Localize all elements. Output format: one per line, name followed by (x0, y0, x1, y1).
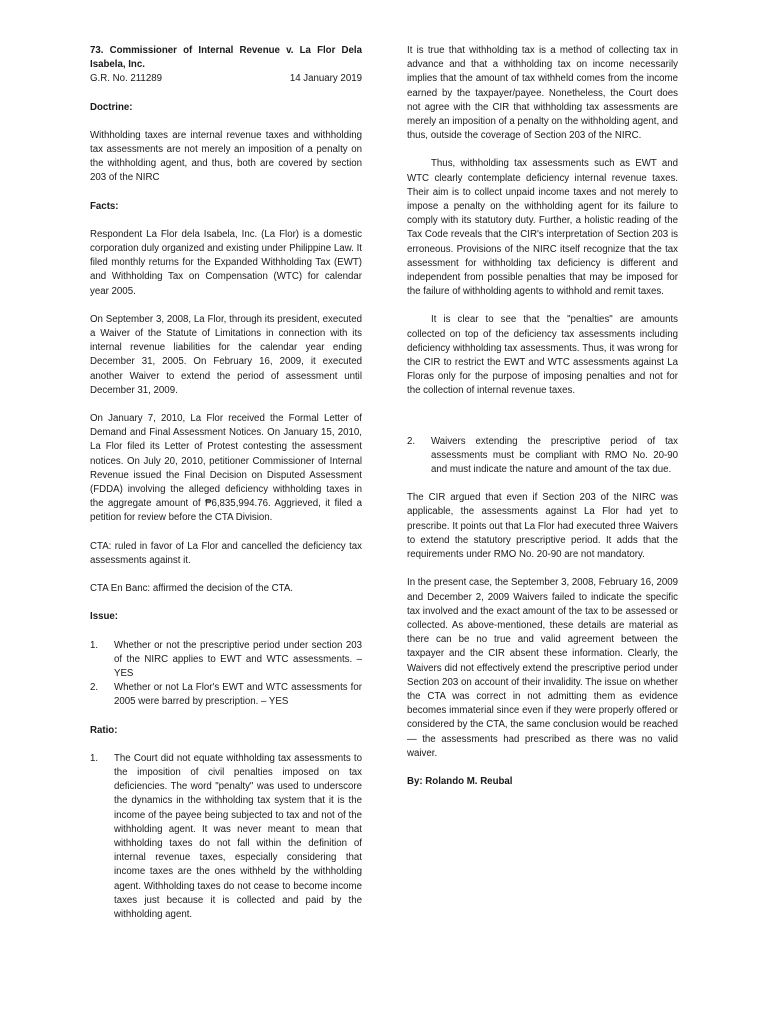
cta-ruling: CTA: ruled in favor of La Flor and cancelled the deficiency tax assessments against it. (90, 540, 362, 566)
issue-number: 2. (90, 682, 99, 694)
issue-number: 1. (90, 639, 99, 651)
ratio-item (407, 435, 678, 478)
ratio-item (90, 752, 362, 922)
ratio-paragraph: In the present case, the September 3, 2008, February 16, 2009 and December 2, 2009 Waivers failed to indicate the specific tax involved and the exact amount of the tax to be assessed or collected. As above-mentioned, these details are material as there can be no true and valid agreement between the taxpayer and the CIR absent these information. Clearly, the Waivers did not effectively extend the prescriptive period under Section 203 on account of their invalidity. The issue on whether the CTA was correct in not admitting them as evidence becomes immaterial since even if they were properly offered or considered by the CTA, the same conclusion would be reached — the assessments had prescribed as there was no valid waiver. (407, 577, 678, 759)
ratio-paragraph: The CIR argued that even if Section 203 of the NIRC was applicable, the assessments against La Flor had yet to prescribe. It points out that La Flor had executed three Waivers to extend the statutory prescriptive period. It adds that the requirements under RMO No. 20-90 are not mandatory. (407, 492, 678, 561)
ratio-paragraph: It is true that withholding tax is a method of collecting tax in advance and that a withholding tax on income necessarily implies that the amount of tax withheld comes from the income earned by the taxpayer/payee. Nonetheless, the Court does not agree with the CIR that withholding tax assessments are merely an imposition of a penalty on the withholding agent, and thus, outside the coverage of Section 203 of the NIRC. (407, 45, 678, 142)
facts-heading: Facts: (90, 200, 119, 212)
doctrine-heading: Doctrine: (90, 101, 133, 113)
cta-en-banc-ruling: CTA En Banc: affirmed the decision of the CTA. (90, 583, 293, 595)
right-column (407, 44, 678, 789)
issue-text: Whether or not the prescriptive period under section 203 of the NIRC applies to EWT and WTC assessments. – YES (114, 639, 362, 679)
decision-date: 14 January 2019 (289, 73, 362, 85)
ratio-text: The Court did not equate withholding tax assessments to the imposition of civil penalties imposed on tax deficiencies. The word "penalty" was used to underscore the dynamics in the withholding tax system that it is the income of the payee being subjected to tax and not of the withholding agent. It was never meant to mean that withholding taxes do not fall within the definition of internal revenue taxes, especially considering that income taxes are the ones withheld by the withholding agent. Withholding taxes do not cease to become income taxes just because it is collected and paid by the withholding agent. (114, 752, 362, 920)
ratio-number: 1. (90, 752, 99, 764)
gr-number: G.R. No. 211289 (90, 73, 162, 85)
facts-paragraph: On January 7, 2010, La Flor received the Formal Letter of Demand and Final Assessment Notices. On January 15, 2010, La Flor filed its Letter of Protest contesting the assessment notices. On July 20, 2010, petitioner Commissioner of Internal Revenue issued the Final Decision on Disputed Assessment (FDDA) involving the alleged deficiency withholding taxes in the aggregate amount of ₱6,835,994.76. Aggrieved, it filed a petition for review before the CTA Division. (90, 413, 362, 524)
ratio-heading: Ratio: (90, 724, 118, 736)
case-meta (90, 72, 362, 86)
ratio-paragraph: Thus, withholding tax assessments such as EWT and WTC clearly contemplate deficiency internal revenue taxes. Their aim is to collect unpaid income taxes and not merely to impose a penalty on the withholding agent for its failure to comply with its statutory duty. Further, a holistic reading of the Tax Code reveals that the CIR's interpretation of Section 203 is erroneous. Provisions of the NIRC itself recognize that the tax assessment for withholding tax deficiency is different and independent from possible penalties that may be imposed for the failure of withholding agents to withhold and remit taxes. (407, 158, 678, 298)
ratio-paragraph: It is clear to see that the "penalties" are amounts collected on top of the deficiency tax assessments including deficiency withholding tax assessments. Thus, it was wrong for the CIR to restrict the EWT and WTC assessments against La Floras only for the purpose of imposing penalties and not for the collection of internal revenue taxes. (407, 314, 678, 397)
issue-text: Whether or not La Flor's EWT and WTC assessments for 2005 were barred by prescription. – YES (114, 682, 362, 708)
ratio-text: Waivers extending the prescriptive period of tax assessments must be compliant with RMO No. 20-90 and must indicate the nature and amount of the tax due. (431, 435, 678, 476)
author-byline: By: Rolando M. Reubal (407, 775, 513, 787)
issue-heading: Issue: (90, 611, 118, 623)
issue-item (90, 681, 362, 709)
facts-paragraph: On September 3, 2008, La Flor, through its president, executed a Waiver of the Statute of Limitations in connection with its internal revenue liabilities for the calendar year ending December 31, 2005. On February 16, 2009, it executed another Waiver to extend the period of assessment until December 31, 2009. (90, 313, 362, 396)
facts-paragraph: Respondent La Flor dela Isabela, Inc. (La Flor) is a domestic corporation duly organized and existing under Philippine Law. It filed monthly returns for the Expanded Withholding Tax (EWT) and Withholding Tax on Compensation (WTC) for calendar year 2005. (90, 228, 362, 297)
doctrine-text: Withholding taxes are internal revenue taxes and withholding tax assessments are not merely an imposition of a penalty on the withholding agent, and thus, both are covered by section 203 of the NIRC (90, 129, 362, 184)
ratio-number: 2. (407, 435, 416, 447)
case-title: 73. Commissioner of Internal Revenue v. La Flor Dela Isabela, Inc. (90, 45, 362, 71)
left-column (90, 44, 362, 922)
issue-item (90, 639, 362, 682)
section-spacer (407, 399, 678, 421)
